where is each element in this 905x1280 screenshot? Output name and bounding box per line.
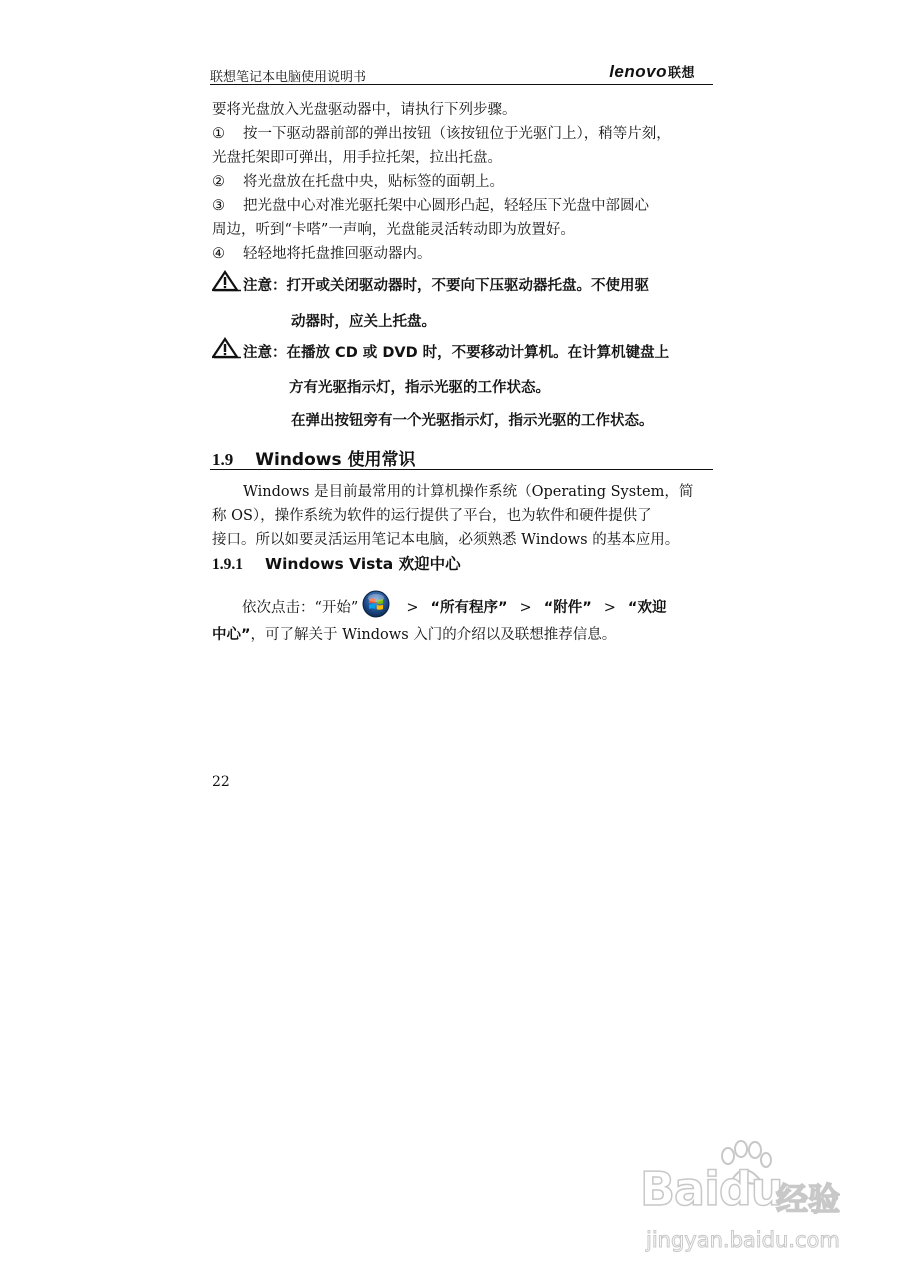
step-1-number: ① bbox=[212, 126, 225, 142]
section-title: Windows 使用常识 bbox=[255, 450, 416, 470]
subsection-number: 1.9.1 bbox=[212, 556, 243, 573]
step-1-line1: 按一下驱动器前部的弹出按钮（该按钮位于光驱门上），稍等片刻， bbox=[243, 126, 671, 142]
step-2 bbox=[212, 170, 697, 194]
path-welcome-part1: “欢迎 bbox=[627, 600, 667, 616]
watermark-cn: 经验 bbox=[776, 1180, 841, 1218]
note-1-line1: 注意：打开或关闭驱动器时，不要向下压驱动器托盘。不使用驱 bbox=[243, 278, 649, 294]
step-2-number: ② bbox=[212, 174, 225, 190]
step-4 bbox=[212, 242, 697, 266]
step-3-number: ③ bbox=[212, 198, 225, 214]
section-body-line1: Windows 是目前最常用的计算机操作系统（Operating System，简 bbox=[243, 484, 694, 500]
step-1-line2: 光盘托架即可弹出，用手拉托架，拉出托盘。 bbox=[212, 150, 502, 166]
warning-icon bbox=[212, 337, 242, 359]
note-2-line3: 在弹出按钮旁有一个光驱指示灯，指示光驱的工作状态。 bbox=[291, 413, 654, 429]
path-prefix: 依次点击： bbox=[242, 600, 315, 616]
step-3-line1: 把光盘中心对准光驱托架中心圆形凸起，轻轻压下光盘中部圆心 bbox=[243, 198, 649, 214]
lenovo-logo bbox=[609, 62, 695, 82]
step-1 bbox=[212, 122, 697, 170]
intro-text: 要将光盘放入光盘驱动器中，请执行下列步骤。 bbox=[212, 102, 517, 118]
navigation-path-continued bbox=[212, 623, 616, 644]
subsection-heading bbox=[212, 552, 461, 574]
step-3-line2: 周边，听到“卡嗒”一声响，光盘能灵活转动即为放置好。 bbox=[212, 222, 575, 238]
watermark-main-part1: Bai bbox=[640, 1162, 719, 1216]
section-body-line3: 接口。所以如要灵活运用笔记本电脑，必须熟悉 Windows 的基本应用。 bbox=[212, 532, 680, 548]
navigation-path bbox=[242, 590, 666, 618]
path-separator-3: > bbox=[603, 600, 616, 616]
header-divider bbox=[210, 84, 713, 85]
note-2 bbox=[212, 337, 702, 437]
section-number: 1.9 bbox=[212, 450, 234, 469]
note-2-line2: 方有光驱指示灯，指示光驱的工作状态。 bbox=[289, 380, 550, 396]
lenovo-logo-text: lenovo bbox=[609, 62, 667, 81]
section-body bbox=[212, 480, 704, 552]
step-4-line1: 轻轻地将托盘推回驱动器内。 bbox=[243, 246, 432, 262]
note-1 bbox=[212, 270, 702, 340]
header-title: 联想笔记本电脑使用说明书 bbox=[210, 70, 367, 85]
note-1-line2: 动器时，应关上托盘。 bbox=[291, 314, 436, 330]
step-4-number: ④ bbox=[212, 246, 225, 262]
baidu-jingyan-watermark bbox=[640, 1140, 860, 1270]
warning-icon bbox=[212, 270, 242, 292]
path-separator-2: > bbox=[519, 600, 532, 616]
path-welcome-part2: 中心” bbox=[212, 627, 251, 643]
note-1-first-line bbox=[212, 270, 649, 295]
note-2-first-line bbox=[212, 337, 669, 362]
watermark-main bbox=[640, 1162, 783, 1216]
windows-start-orb-icon bbox=[362, 590, 390, 618]
path-start: “开始” bbox=[314, 600, 359, 616]
path-separator-1: > bbox=[406, 600, 419, 616]
watermark-url: jingyan.baidu.com bbox=[646, 1228, 840, 1252]
section-divider bbox=[210, 469, 713, 470]
subsection-title: Windows Vista 欢迎中心 bbox=[265, 555, 461, 573]
path-accessories: “附件” bbox=[543, 600, 592, 616]
lenovo-logo-cn: 联想 bbox=[667, 65, 695, 80]
section-heading bbox=[212, 445, 416, 470]
watermark-main-part2: du bbox=[718, 1162, 783, 1216]
note-2-line1: 注意：在播放 CD 或 DVD 时，不要移动计算机。在计算机键盘上 bbox=[243, 345, 670, 361]
path-suffix: ，可了解关于 Windows 入门的介绍以及联想推荐信息。 bbox=[250, 627, 617, 643]
page-header bbox=[210, 64, 713, 84]
page-number: 22 bbox=[212, 774, 230, 790]
section-body-line2: 称 OS），操作系统为软件的运行提供了平台，也为软件和硬件提供了 bbox=[212, 508, 652, 524]
step-3 bbox=[212, 194, 697, 242]
step-2-line1: 将光盘放在托盘中央，贴标签的面朝上。 bbox=[243, 174, 504, 190]
path-all-programs: “所有程序” bbox=[430, 600, 508, 616]
